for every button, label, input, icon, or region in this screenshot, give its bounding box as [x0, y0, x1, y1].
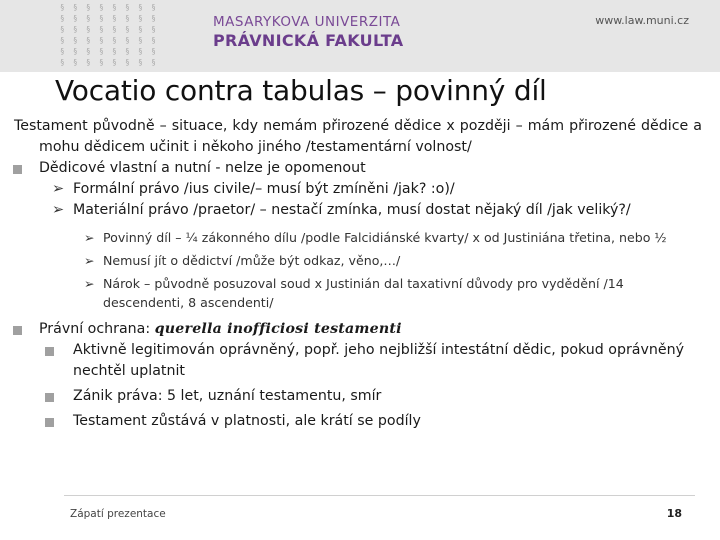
square-bullet-icon — [45, 418, 54, 427]
square-bullet-icon — [13, 326, 22, 335]
arrow-bullet-icon: ➢ — [52, 202, 65, 218]
university-name: MASARYKOVA UNIVERZITA — [213, 14, 401, 30]
list-item-text: Aktivně legitimován oprávněný, popř. jeho nejbližší intestátní dědic, pokud oprávněný nechtěl uplatnit — [73, 342, 685, 379]
university-logo-pattern: § § § § § § § § § § § § § § § § § § § § § § § § § § § § § § § § § § § § § § § § § § § § § § § § — [60, 3, 158, 67]
list-item — [0, 274, 712, 312]
square-bullet-icon — [13, 165, 22, 174]
arrow-bullet-icon: ➢ — [52, 181, 65, 197]
page-number: 18 — [666, 507, 682, 520]
slide-content — [0, 116, 712, 432]
list-item — [0, 200, 712, 221]
faculty-name: PRÁVNICKÁ FAKULTA — [213, 31, 404, 50]
list-item-text: Nemusí jít o dědictví /může být odkaz, věno,…/ — [103, 253, 401, 268]
square-bullet-icon — [45, 347, 54, 356]
list-item — [0, 411, 712, 432]
list-item-text: Nárok – původně posuzoval soud x Justinián dal taxativní důvody pro vydědění /14 descendenti, 8 ascendenti/ — [103, 276, 624, 310]
footer-text: Zápatí prezentace — [70, 508, 166, 520]
arrow-bullet-icon: ➢ — [84, 253, 95, 268]
arrow-bullet-icon: ➢ — [84, 276, 95, 291]
list-item-text: Formální právo /ius civile/– musí být zmíněni /jak? :o)/ — [73, 181, 455, 197]
list-item — [0, 319, 712, 340]
slide-header — [0, 0, 720, 72]
slide-title: Vocatio contra tabulas – povinný díl — [55, 74, 547, 107]
list-item — [0, 228, 712, 247]
list-item-text: Materiální právo /praetor/ – nestačí zmínka, musí dostat nějaký díl /jak veliký?/ — [73, 202, 631, 218]
list-item — [0, 158, 712, 179]
list-item — [0, 179, 712, 200]
website-url[interactable]: www.law.muni.cz — [595, 14, 689, 27]
arrow-bullet-icon: ➢ — [84, 230, 95, 245]
intro-paragraph: Testament původně – situace, kdy nemám přirozené dědice x později – mám přirozené dědice a mohu dědicem učinit i někoho jiného /testamentární volnost/ — [14, 118, 702, 155]
square-bullet-icon — [45, 393, 54, 402]
list-item-text: Zánik práva: 5 let, uznání testamentu, smír — [73, 388, 382, 404]
list-item-text: Povinný díl – ¼ zákonného dílu /podle Falcidiánské kvarty/ x od Justiniána třetina, nebo ½ — [103, 230, 667, 245]
list-item-text: Testament zůstává v platnosti, ale krátí se podíly — [73, 413, 421, 429]
list-item-text: Dědicové vlastní a nutní - nelze je opomenout — [39, 160, 366, 176]
list-item — [0, 386, 712, 407]
list-item — [0, 251, 712, 270]
list-item-text: Právní ochrana: — [39, 321, 155, 337]
list-item — [0, 340, 712, 382]
footer-divider — [64, 495, 695, 496]
latin-term: querella inofficiosi testamenti — [154, 321, 402, 337]
